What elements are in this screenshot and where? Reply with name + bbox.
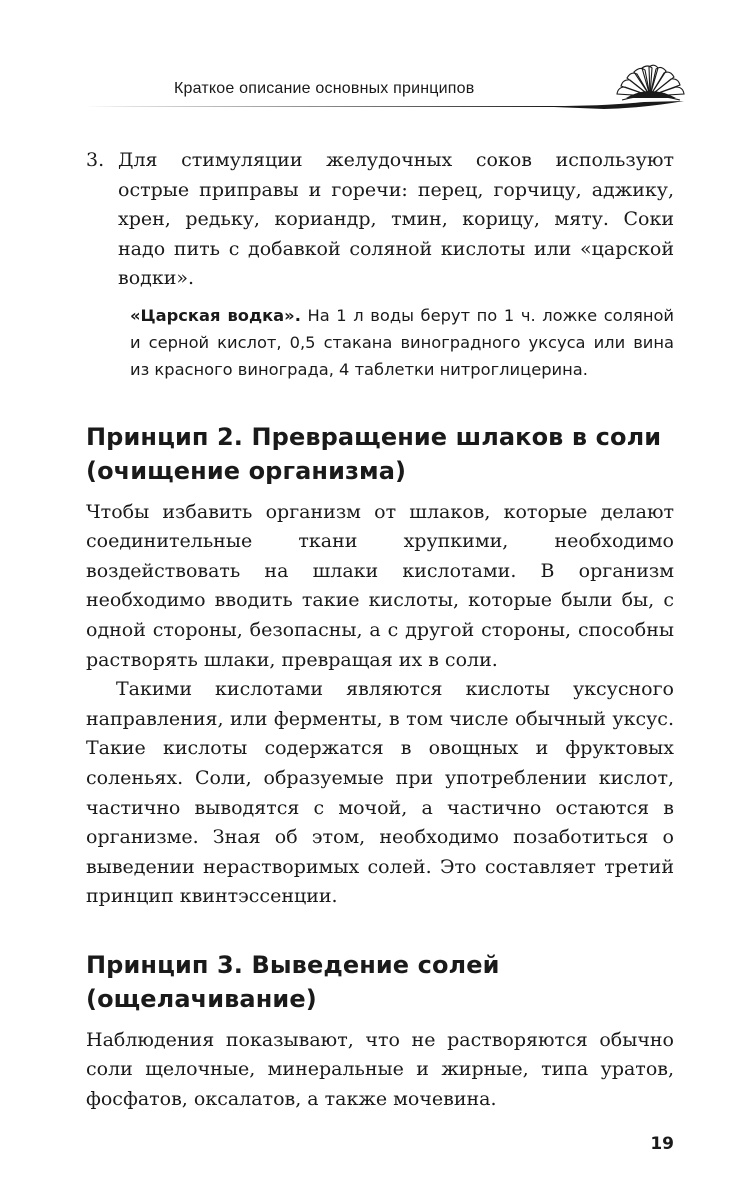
principle-2-paragraph-2: Такими кислотами являются кислоты уксусного направления, или ферменты, в том числе обычный уксус. Такие кислоты содержатся в овощных и фруктовых соленьях. Соли, образуемые при употреблении кислот, частично выводятся с мочой, а частично остаются в организме. Зная об этом, необходимо позаботиться о выведении нерастворимых солей. Это составляет третий принцип квинтэссенции.	[86, 678, 674, 908]
running-header	[84, 60, 684, 120]
list-item-number: 3.	[86, 149, 105, 171]
principle-3-paragraph-1: Наблюдения показывают, что не растворяются обычно соли щелочные, минеральные и жирные, типа уратов, фосфатов, оксалатов, а также мочевина.	[86, 1028, 674, 1111]
principle-2-heading: Принцип 2. Превращение шлаков в соли (очищение организма)	[86, 422, 662, 485]
recipe-name: «Царская водка».	[130, 305, 301, 325]
page-content	[86, 146, 674, 1115]
principle-2-paragraph-1: Чтобы избавить организм от шлаков, которые делают соединительные ткани хрупкими, необходимо воздействовать на шлаки кислотами. В организм необходимо вводить такие кислоты, которые были бы, с одной стороны, безопасны, а с другой стороны, способны растворять шлаки, превращая их в соли.	[86, 500, 674, 671]
recipe-text: На 1 л воды берут по 1 ч. ложке соляной и серной кислот, 0,5 стакана виноградного уксуса или вина из красного винограда, 4 таблетки нитроглицерина.	[130, 305, 675, 380]
sunflower-icon	[612, 62, 688, 110]
principle-3-heading: Принцип 3. Выведение солей (ощелачивание)	[86, 950, 500, 1013]
recipe-block	[130, 302, 674, 384]
list-item-text: Для стимуляции желудочных соков используют острые приправы и горечи: перец, горчицу, аджику, хрен, редьку, кориандр, тмин, корицу, мяту. Соки надо пить с добавкой соляной кислоты или «царской водки».	[118, 149, 674, 290]
list-item	[86, 146, 674, 294]
running-header-title: Краткое описание основных принципов	[174, 80, 475, 97]
page-number: 19	[650, 1134, 674, 1154]
header-rule	[84, 100, 684, 112]
